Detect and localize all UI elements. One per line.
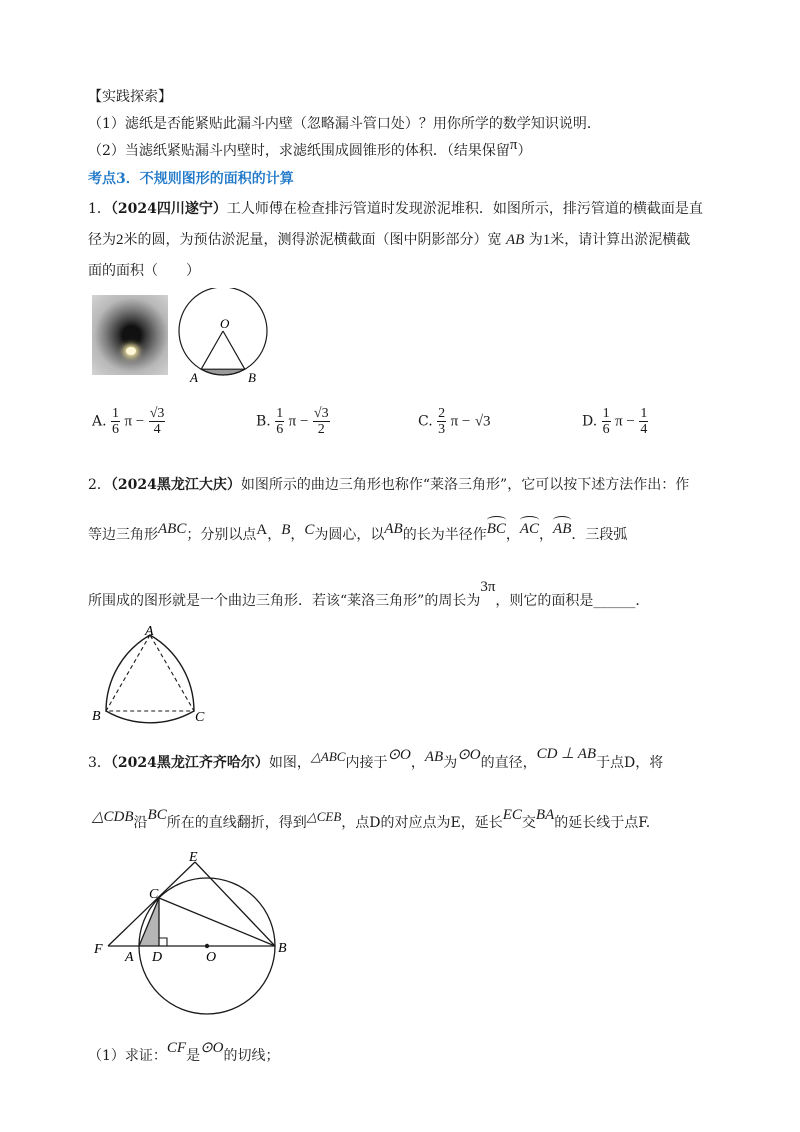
math-EC: EC [502,807,522,823]
denominator: 2 [317,422,325,437]
math-AB: AB [424,749,444,765]
equilateral-triangle-dashed [106,635,194,711]
problem-3-line-1 [88,746,664,772]
option-a-mid: π − [124,413,145,430]
option-d[interactable] [582,406,648,437]
radius-OB [223,331,245,369]
problem-1-line-1 [88,198,703,218]
problem-2-line-2 [88,521,628,544]
math-ABC: ABC [158,521,187,537]
text-span: ；分别以点 [186,527,257,543]
label-B: B [92,709,101,724]
sewer-pipe-photo [92,295,168,375]
denominator: 4 [640,422,648,437]
label-O: O [206,950,217,965]
problem-2-number: 2． [88,477,111,493]
label-A: A [190,370,198,385]
numerator: 1 [276,406,284,421]
practice-question-1: （1）滤纸是否能紧贴此漏斗内壁（忽略漏斗管口处）？用你所学的数学知识说明． [88,116,601,132]
math-circle-O: ⊙O [200,1040,224,1056]
option-d-mid: π − [615,413,635,430]
math-BC: BC [147,807,167,823]
text-span: ，则它的面积是______． [495,593,650,609]
problem-2-text: 如图所示的曲边三角形也称作“莱洛三角形”，它可以按下述方法作出：作 [240,477,690,493]
reuleaux-arcs [106,635,194,723]
line-CB [159,898,275,946]
text-span: 的长为半径作 [402,527,487,543]
numerator: 1 [602,406,610,421]
option-c-mid: π − [450,413,471,430]
math-circle-O: ⊙O [387,747,411,763]
problem-2-line-3 [88,579,650,610]
text-span: ， [539,527,554,543]
line-EB [195,862,275,946]
math-A: A [256,522,268,538]
section-title: 考点3．不规则图形的面积的计算 [88,171,294,187]
text-span: ，点D的对应点为E，延长 [341,815,503,831]
fraction [602,406,611,437]
text-span: ．三段弧 [571,527,628,543]
label-B: B [278,941,287,956]
math-CF: CF [166,1040,187,1056]
math-triangle-ABC: △ABC [310,749,346,764]
denominator: 6 [112,422,120,437]
fraction [275,406,284,437]
text-span: 为圆心，以 [314,527,385,543]
text-span: 所围成的图形就是一个曲边三角形．若该“莱洛三角形”的周长为 [88,593,481,609]
text-span: 交 [521,815,536,831]
denominator: 6 [276,422,284,437]
denominator: 4 [153,422,161,437]
math-C: C [304,522,315,538]
problem-3-number: 3． [88,755,111,771]
label-B: B [248,370,256,385]
math-BA: BA [535,807,555,823]
text-span: 米，请计算出淤泥横截 [550,232,691,248]
practice-question-2-end: ） [517,143,532,159]
numerator: √3 [313,406,329,421]
pipe-light [126,347,136,355]
option-c[interactable] [418,406,491,437]
problem-3-line-2 [92,807,651,832]
math-2: 2 [116,232,124,248]
option-c-sqrt: √3 [474,413,491,430]
math-3pi: 3π [480,579,496,595]
arc-BC: BC [486,521,506,537]
text-span: 等边三角形 [88,527,158,543]
arc-AB: AB [553,521,572,537]
math-B: B [281,522,291,538]
problem-2-source: （2024黑龙江大庆） [110,477,241,493]
problem-1-text: 工人师傅在检查排污管道时发现淤泥堆积．如图所示，排污管道的横截面是直 [226,201,703,217]
text-span: 内接于 [345,755,388,771]
sludge-shaded-area [201,369,245,375]
text-span: ， [290,527,305,543]
text-span: 如图， [268,755,311,771]
math-circle-O: ⊙O [457,747,481,763]
label-C: C [149,887,159,902]
option-b[interactable] [256,406,330,437]
numerator: 2 [438,406,446,421]
problem-1-figure [168,288,280,390]
label-D: D [152,950,163,965]
pi-symbol: π [509,137,518,153]
math-AB: AB [505,232,525,248]
text-span: 所在的直线翻折，得到 [166,815,307,831]
practice-question-2 [88,137,532,160]
fraction [111,406,120,437]
fraction [313,406,330,437]
label-A: A [145,624,154,639]
text-span: ， [410,755,425,771]
numerator: 1 [640,406,648,421]
option-b-mid: π − [288,413,309,430]
problem-1-number: 1． [88,201,111,217]
problem-2-line-1 [88,474,689,494]
fraction [149,406,166,437]
problem-1-line-3: 面的面积（ ） [88,263,200,279]
label-A: A [125,950,134,965]
problem-3-figure [88,848,298,1020]
numerator: 1 [112,406,120,421]
practice-question-2-text: （2）当滤纸紧贴漏斗内壁时，求滤纸围成圆锥形的体积．（结果保留 [88,143,510,159]
option-a-label: A. [92,413,107,430]
denominator: 3 [438,422,446,437]
label-F: F [94,942,103,957]
text-span: 是 [186,1048,201,1064]
practice-header: 【实践探索】 [88,89,172,105]
radius-OA [201,331,223,369]
text-span: 为 [443,755,458,771]
math-triangle-CEB: △CEB [306,809,342,824]
text-span: ， [267,527,282,543]
option-b-label: B. [256,413,271,430]
math-AB: AB [384,521,403,537]
text-span: 米的圆，为预估淤泥量，测得淤泥横截面（图中阴影部分）宽 [123,232,502,248]
numerator: √3 [149,406,165,421]
option-a[interactable] [92,406,165,437]
text-span: 为 [528,232,543,248]
reuleaux-triangle-figure [88,622,216,728]
option-c-label: C. [418,413,433,430]
label-O: O [220,316,230,331]
denominator: 6 [602,422,610,437]
label-E: E [189,850,198,865]
math-CD-perp-AB: CD ⊥ AB [536,746,597,762]
center-point [205,944,209,948]
option-d-label: D. [582,413,598,430]
problem-1-source: （2024四川遂宁） [110,201,227,217]
problem-1-line-2 [88,229,690,249]
text-span: 的直径， [480,755,537,771]
problem-3-sub-question-1 [88,1040,280,1065]
problem-3-source: （2024黑龙江齐齐哈尔） [110,755,269,771]
arc-AC: AC [519,521,540,537]
text-span: 径为 [88,232,116,248]
text-span: （1）求证： [88,1048,167,1064]
text-span: 于点D，将 [596,755,664,771]
text-span: 的延长线于点F. [554,815,651,831]
text-span: 的切线； [223,1048,280,1064]
text-span: ， [505,527,520,543]
right-angle-mark [159,938,167,946]
fraction [639,406,648,437]
label-C: C [195,710,205,725]
math-triangle-CDB: △CDB [92,809,134,825]
math-1: 1 [542,232,551,248]
text-span: 沿 [133,815,148,831]
fraction [437,406,446,437]
